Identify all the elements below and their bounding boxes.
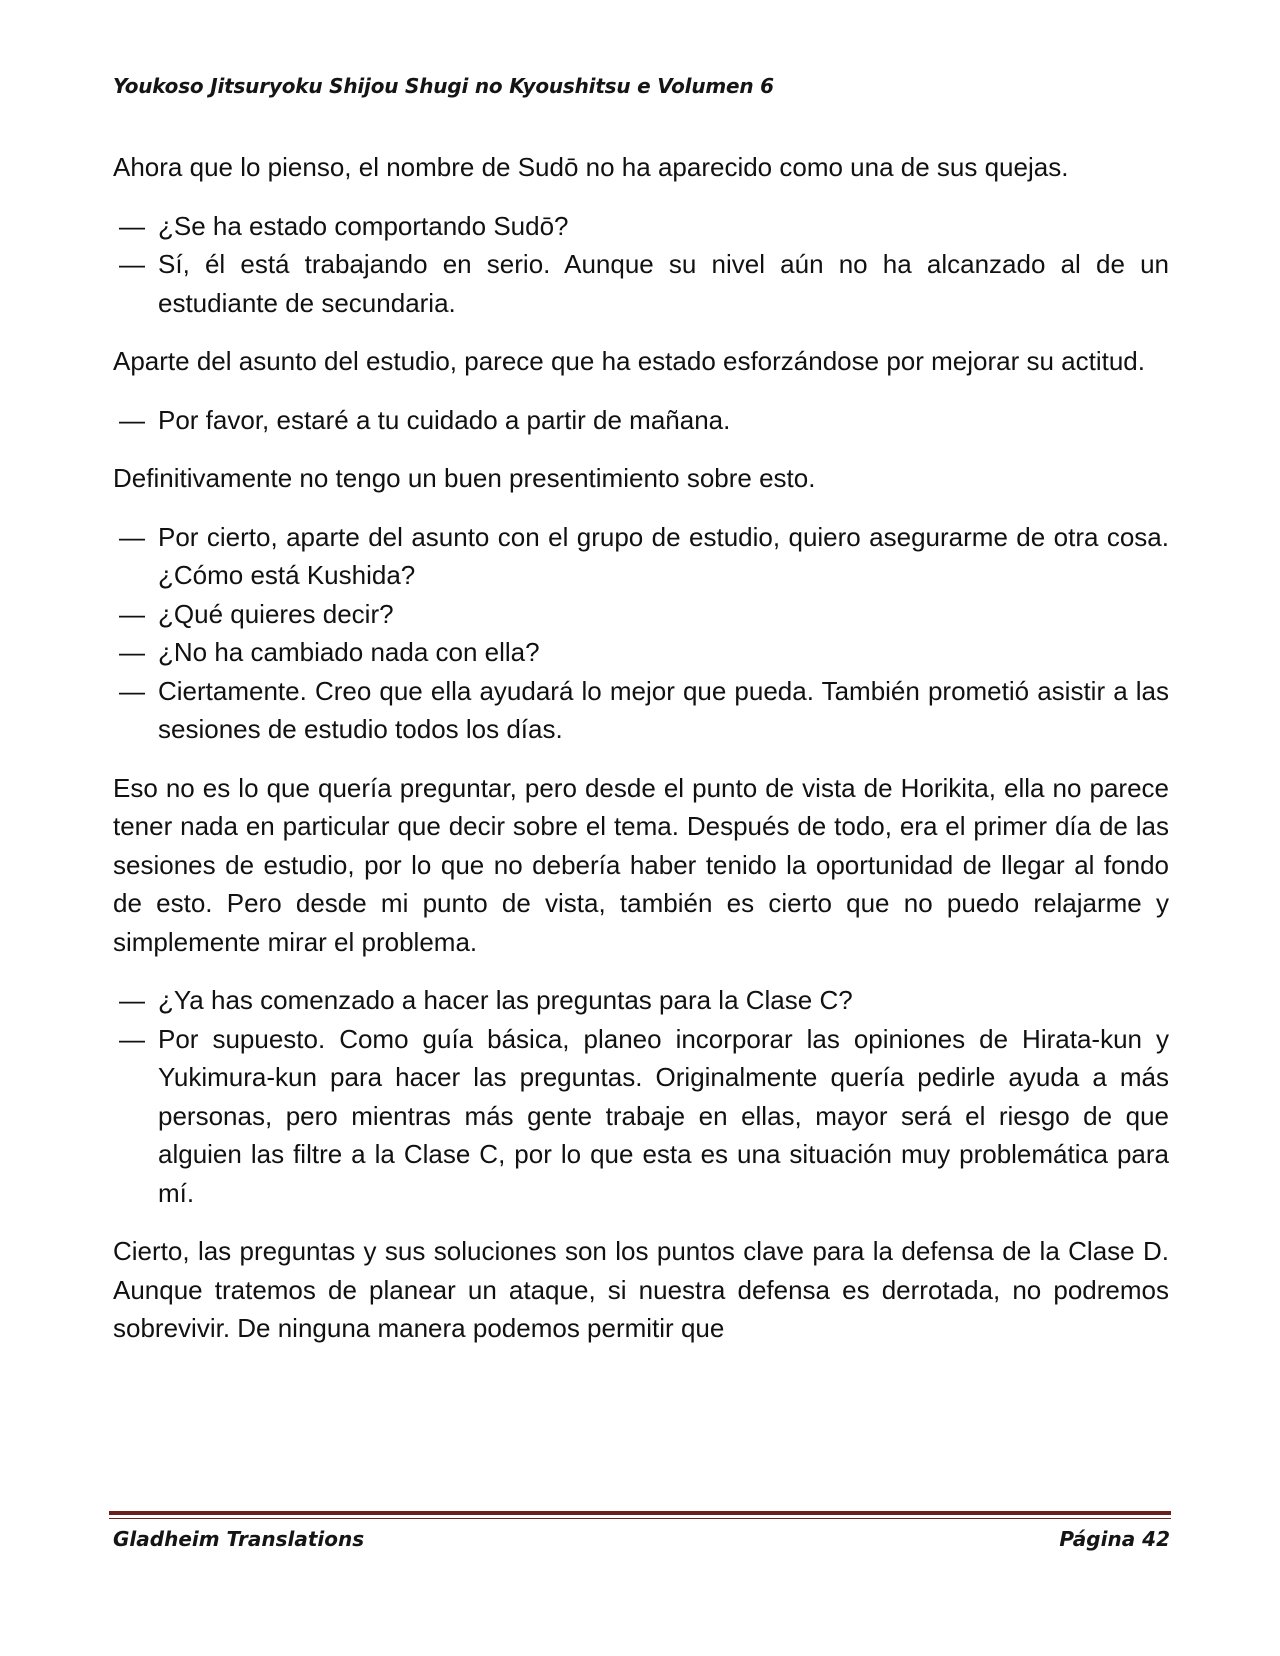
dialogue-dash: — [119, 985, 145, 1015]
dialogue-line: — Sí, él está trabajando en serio. Aunque su nivel aún no ha alcanzado al de un estudiante de secundaria. [113, 245, 1169, 322]
footer-divider [109, 1511, 1171, 1519]
dialogue-dash: — [119, 637, 145, 667]
dialogue-dash: — [119, 404, 145, 435]
dialogue-line: — ¿Se ha estado comportando Sudō? [113, 207, 1169, 246]
dialogue-dash: — [119, 1023, 145, 1054]
page-body [113, 148, 1169, 1348]
dialogue-dash: — [119, 249, 145, 279]
dialogue-line: — ¿Ya has comenzado a hacer las preguntas para la Clase C? [113, 981, 1169, 1020]
dialogue-block-2 [113, 401, 1169, 440]
dialogue-dash: — [119, 210, 145, 241]
paragraph-1: Ahora que lo pienso, el nombre de Sudō no ha aparecido como una de sus quejas. [113, 152, 1069, 182]
dialogue-line: — Por cierto, aparte del asunto con el grupo de estudio, quiero asegurarme de otra cosa. ¿Cómo está Kushida? [113, 518, 1169, 595]
dialogue-block-4 [113, 981, 1169, 1212]
paragraph-2: Aparte del asunto del estudio, parece que ha estado esforzándose por mejorar su actitud. [113, 346, 1145, 376]
footer-publisher: Gladheim Translations [113, 1527, 365, 1551]
dialogue-line: — Por supuesto. Como guía básica, planeo incorporar las opiniones de Hirata-kun y Yukimura-kun para hacer las preguntas. Originalmente quería pedirle ayuda a más personas, pero mientras más gente trabaje en ellas, mayor será el riesgo de que alguien las filtre a la Clase C, por lo que esta es una situación muy problemática para mí. [113, 1020, 1169, 1213]
dialogue-dash: — [119, 675, 145, 706]
dialogue-block-3 [113, 518, 1169, 749]
running-header: Youkoso Jitsuryoku Shijou Shugi no Kyoushitsu e Volumen 6 [113, 74, 774, 98]
dialogue-line: — Ciertamente. Creo que ella ayudará lo mejor que pueda. También prometió asistir a las sesiones de estudio todos los días. [113, 672, 1169, 749]
paragraph-4: Eso no es lo que quería preguntar, pero desde el punto de vista de Horikita, ella no parece tener nada en particular que decir sobre el tema. Después de todo, era el primer día de las sesiones de estudio, por lo que no debería haber tenido la oportunidad de llegar al fondo de esto. Pero desde mi punto de vista, también es cierto que no puedo relajarme y simplemente mirar el problema. [113, 772, 1169, 957]
dialogue-line: — ¿No ha cambiado nada con ella? [113, 633, 1169, 672]
paragraph-3: Definitivamente no tengo un buen presentimiento sobre esto. [113, 463, 816, 493]
dialogue-block-1 [113, 207, 1169, 323]
dialogue-line: — ¿Qué quieres decir? [113, 595, 1169, 634]
dialogue-line: — Por favor, estaré a tu cuidado a partir de mañana. [113, 401, 1169, 440]
dialogue-dash: — [119, 598, 145, 629]
footer-page-number: Página 42 [1059, 1527, 1170, 1551]
paragraph-5: Cierto, las preguntas y sus soluciones son los puntos clave para la defensa de la Clase D. Aunque tratemos de planear un ataque, si nuestra defensa es derrotada, no podremos sobrevivir. De ninguna manera podemos permitir que [113, 1236, 1169, 1343]
dialogue-dash: — [119, 521, 145, 552]
